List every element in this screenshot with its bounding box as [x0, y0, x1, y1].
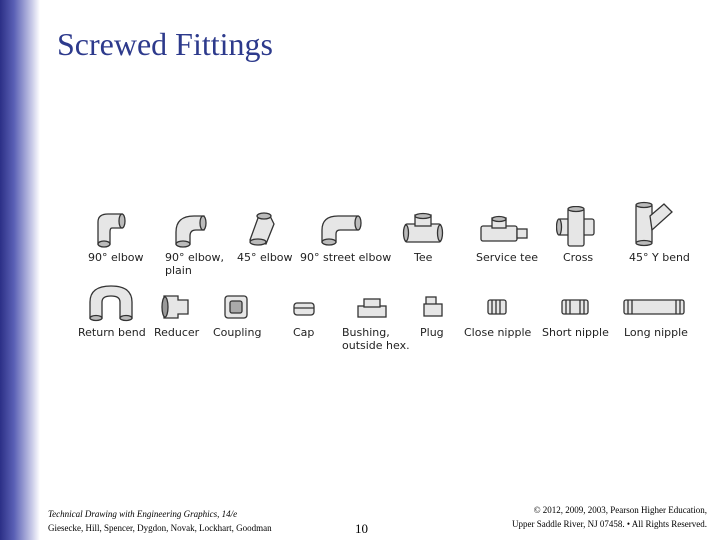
footer-copyright-line: © 2012, 2009, 2003, Pearson Higher Education,: [533, 505, 707, 515]
footer-book-title: Technical Drawing with Engineering Graphics, 14/e: [48, 509, 238, 519]
label-return-bend: Return bend: [78, 326, 146, 339]
label-90-elbow-plain-2: plain: [165, 264, 192, 277]
y-bend-figure: [628, 200, 676, 248]
cross-figure: [556, 206, 596, 248]
bushing-figure: [356, 296, 388, 320]
cap-figure: [292, 300, 316, 318]
label-tee: Tee: [414, 251, 433, 264]
elbow-90-plain-figure: [168, 208, 208, 248]
label-bushing-1: Bushing,: [342, 326, 390, 339]
label-90-elbow: 90° elbow: [88, 251, 144, 264]
tee-figure: [402, 212, 444, 246]
service-tee-figure: [478, 214, 530, 244]
elbow-45-figure: [244, 210, 278, 248]
label-street-elbow: 90° street elbow: [300, 251, 392, 264]
slide-title: Screwed Fittings: [57, 26, 273, 62]
footer-copyright: [512, 503, 707, 531]
close-nipple-figure: [486, 298, 508, 316]
label-bushing-2: outside hex.: [342, 339, 410, 352]
sidebar-gradient: [0, 0, 40, 540]
label-plug: Plug: [420, 326, 444, 339]
label-45-elbow: 45° elbow: [237, 251, 293, 264]
label-short-nipple: Short nipple: [542, 326, 609, 339]
label-long-nipple: Long nipple: [624, 326, 688, 339]
label-service-tee: Service tee: [476, 251, 538, 264]
reducer-figure: [160, 292, 192, 322]
label-90-elbow-plain-1: 90° elbow,: [165, 251, 225, 264]
short-nipple-figure: [560, 298, 590, 316]
label-close-nipple: Close nipple: [464, 326, 532, 339]
label-coupling: Coupling: [213, 326, 262, 339]
street-elbow-figure: [318, 210, 364, 246]
label-reducer: Reducer: [154, 326, 200, 339]
footer-citation: [48, 507, 272, 535]
long-nipple-figure: [622, 298, 686, 316]
label-cross: Cross: [563, 251, 594, 264]
label-cap: Cap: [293, 326, 315, 339]
return-bend-figure: [86, 282, 136, 322]
page-number: 10: [355, 521, 368, 536]
label-y-bend: 45° Y bend: [629, 251, 690, 264]
coupling-figure: [222, 292, 250, 322]
elbow-90-figure: [92, 208, 132, 248]
footer-authors: Giesecke, Hill, Spencer, Dygdon, Novak, Lockhart, Goodman: [48, 523, 272, 533]
footer-rights-line: Upper Saddle River, NJ 07458. • All Rights Reserved.: [511, 519, 707, 529]
plug-figure: [422, 294, 444, 318]
